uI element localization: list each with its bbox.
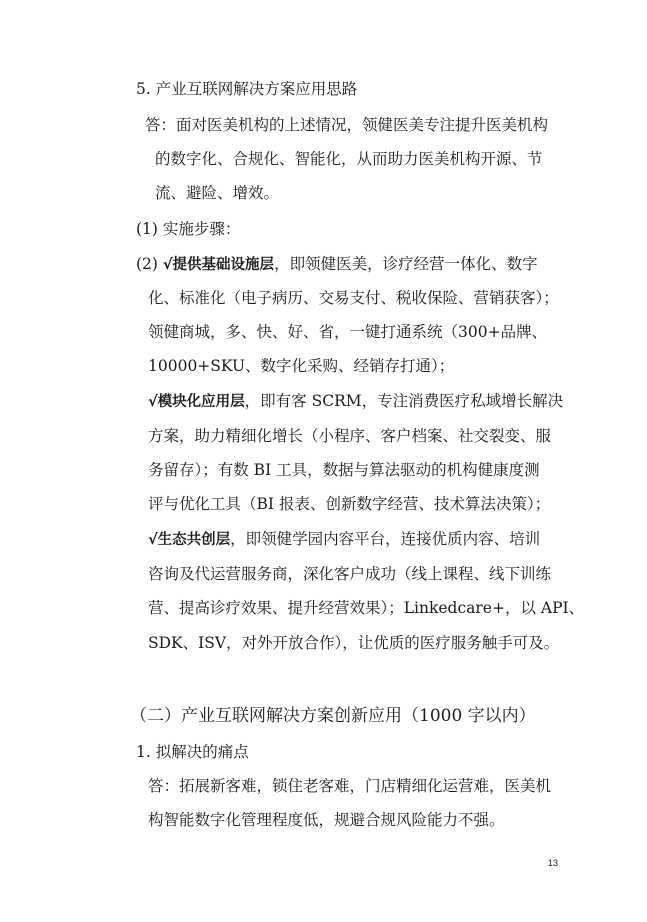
layer2-line-3: 务留存）；有数 BI 工具，数据与算法驱动的机构健康度测 xyxy=(148,461,540,479)
layer1-line-2: 化、标准化（电子病历、交易支付、税收保险、营销获客）； xyxy=(148,289,559,307)
layer1-line-3: 领健商城，多、快、好、省，一键打通系统（300+品牌、 xyxy=(148,323,548,341)
layer3-line-4: SDK、ISV，对外开放合作），让优质的医疗服务触手可及。 xyxy=(148,634,560,652)
layer3-title: √生态共创层 xyxy=(148,532,231,548)
page-number: 13 xyxy=(548,858,559,868)
steps-label: (1) 实施步骤： xyxy=(136,220,241,238)
layer3-line-3: 营、提高诊疗效果、提升经营效果）；Linkedcare+，以 API、 xyxy=(148,599,585,617)
section2-heading: （二）产业互联网解决方案创新应用（1000 字以内） xyxy=(130,706,536,726)
layer1-line-4: 10000+SKU、数字化采购、经销存打通）； xyxy=(148,357,455,375)
layer2-title: √模块化应用层 xyxy=(148,394,245,410)
layer2-first-line xyxy=(148,390,563,413)
layer1-line-1: ，即领健医美，诊疗经营一体化、数字 xyxy=(274,255,538,273)
layer2-line-1: ，即有客 SCRM，专注消费医疗私域增长解决 xyxy=(244,392,564,410)
layer3-first-line xyxy=(148,528,540,551)
layer3-line-2: 咨询及代运营服务商，深化客户成功（线上课程、线下训练 xyxy=(148,565,552,583)
layer1-title: √提供基础设施层 xyxy=(162,257,275,273)
answer-line-1: 答：面对医美机构的上述情况，领健医美专注提升医美机构 xyxy=(145,116,549,134)
section2-subheading: 1. 拟解决的痛点 xyxy=(136,743,249,761)
section-heading: 5. 产业互联网解决方案应用思路 xyxy=(136,80,358,98)
layer2-line-2: 方案，助力精细化增长（小程序、客户档案、社交裂变、服 xyxy=(148,427,552,445)
layer1-first-line xyxy=(136,253,538,276)
section2-answer-line-1: 答：拓展新客难，锁住老客难，门店精细化运营难，医美机 xyxy=(148,777,552,795)
section2-answer-line-2: 构智能数字化管理程度低，规避合规风险能力不强。 xyxy=(148,811,505,829)
step2-prefix: (2) xyxy=(136,255,163,273)
answer-line-2: 的数字化、合规化、智能化，从而助力医美机构开源、节 xyxy=(155,150,543,168)
layer3-line-1: ，即领健学园内容平台，连接优质内容、培训 xyxy=(230,530,541,548)
answer-line-3: 流、避险、增效。 xyxy=(155,184,280,202)
layer2-line-4: 评与优化工具（BI 报表、创新数字经营、技术算法决策）； xyxy=(148,495,551,513)
